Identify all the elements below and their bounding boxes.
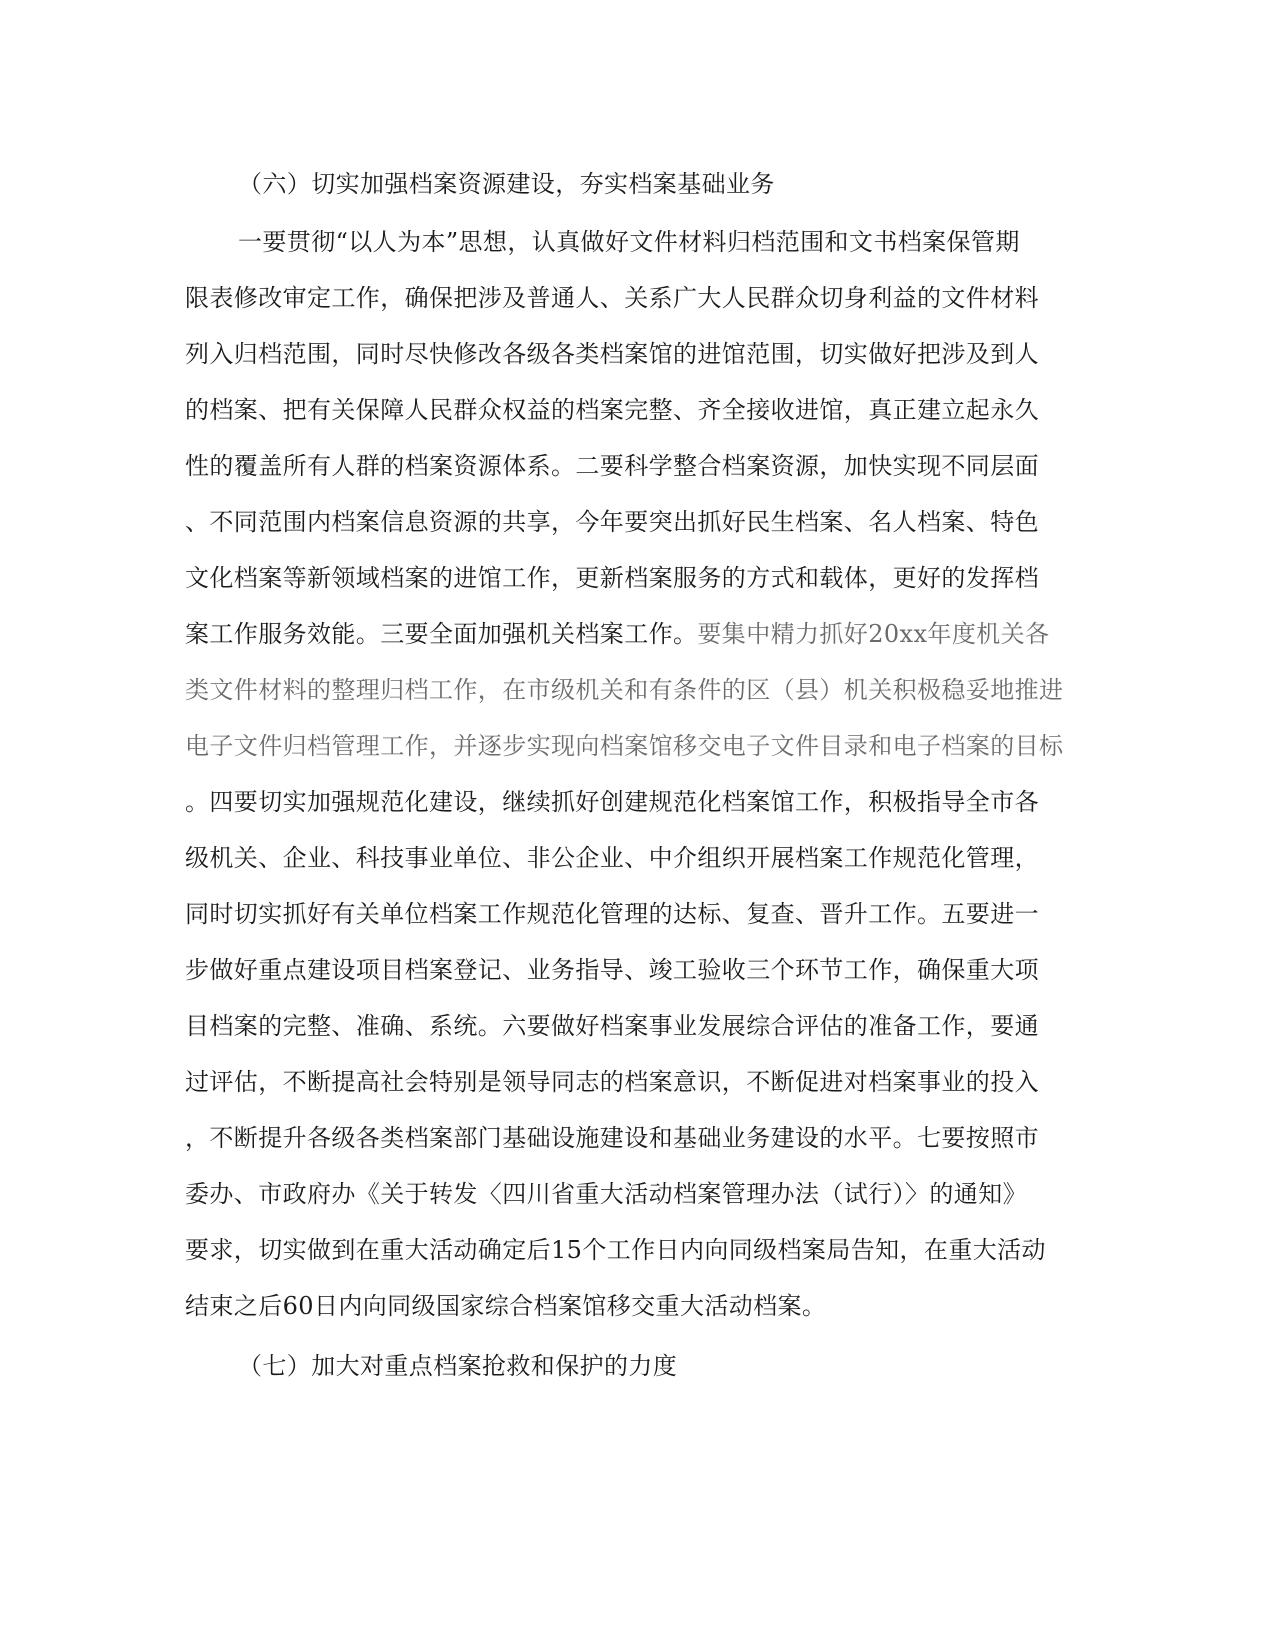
paragraph-line: 同时切实抓好有关单位档案工作规范化管理的达标、复查、晋升工作。五要进一: [185, 900, 1039, 928]
paragraph-line: 性的覆盖所有人群的档案资源体系。二要科学整合档案资源，加快实现不同层面: [185, 452, 1039, 480]
paragraph-line: 级机关、企业、科技事业单位、非公企业、中介组织开展档案工作规范化管理，: [185, 844, 1039, 872]
paragraph-line-gray: 电子文件归档管理工作，并逐步实现向档案馆移交电子文件目录和电子档案的目标: [185, 732, 1064, 760]
paragraph-line: 、不同范围内档案信息资源的共享，今年要突出抓好民生档案、名人档案、特色: [185, 508, 1039, 536]
paragraph-line: 。四要切实加强规范化建设，继续抓好创建规范化档案馆工作，积极指导全市各: [185, 788, 1039, 816]
paragraph-line: 一要贯彻“以人为本”思想，认真做好文件材料归档范围和文书档案保管期: [238, 228, 1020, 256]
paragraph-line-gray: 类文件材料的整理归档工作，在市级机关和有条件的区（县）机关积极稳妥地推进: [185, 676, 1064, 704]
paragraph-line: 委办、市政府办《关于转发〈四川省重大活动档案管理办法（试行）〉的通知》: [185, 1180, 1027, 1208]
paragraph-line: 的档案、把有关保障人民群众权益的档案完整、齐全接收进馆，真正建立起永久: [185, 396, 1039, 424]
paragraph-line: 要求，切实做到在重大活动确定后15个工作日内向同级档案局告知，在重大活动: [185, 1236, 1046, 1264]
paragraph-line: [185, 614, 1065, 654]
paragraph-line: 限表修改审定工作，确保把涉及普通人、关系广大人民群众切身利益的文件材料: [185, 284, 1039, 312]
paragraph-line: 列入归档范围，同时尽快修改各级各类档案馆的进馆范围，切实做好把涉及到人: [185, 340, 1039, 368]
section-heading-seven: （七）加大对重点档案抢救和保护的力度: [238, 1352, 678, 1380]
paragraph-line: 过评估，不断提高社会特别是领导同志的档案意识，不断促进对档案事业的投入: [185, 1068, 1039, 1096]
paragraph-line: 文化档案等新领域档案的进馆工作，更新档案服务的方式和载体，更好的发挥档: [185, 564, 1039, 592]
paragraph-text: 案工作服务效能。三要全面加强机关档案工作。: [185, 620, 698, 648]
paragraph-line: 结束之后60日内向同级国家综合档案馆移交重大活动档案。: [185, 1292, 827, 1320]
paragraph-line: ，不断提升各级各类档案部门基础设施建设和基础业务建设的水平。七要按照市: [185, 1124, 1039, 1152]
paragraph-line: 步做好重点建设项目档案登记、业务指导、竣工验收三个环节工作，确保重大项: [185, 956, 1039, 984]
paragraph-text-gray: 要集中精力抓好20xx年度机关各: [697, 620, 1050, 648]
paragraph-line: 目档案的完整、准确、系统。六要做好档案事业发展综合评估的准备工作，要通: [185, 1012, 1039, 1040]
section-heading-six: （六）切实加强档案资源建设，夯实档案基础业务: [238, 170, 775, 198]
